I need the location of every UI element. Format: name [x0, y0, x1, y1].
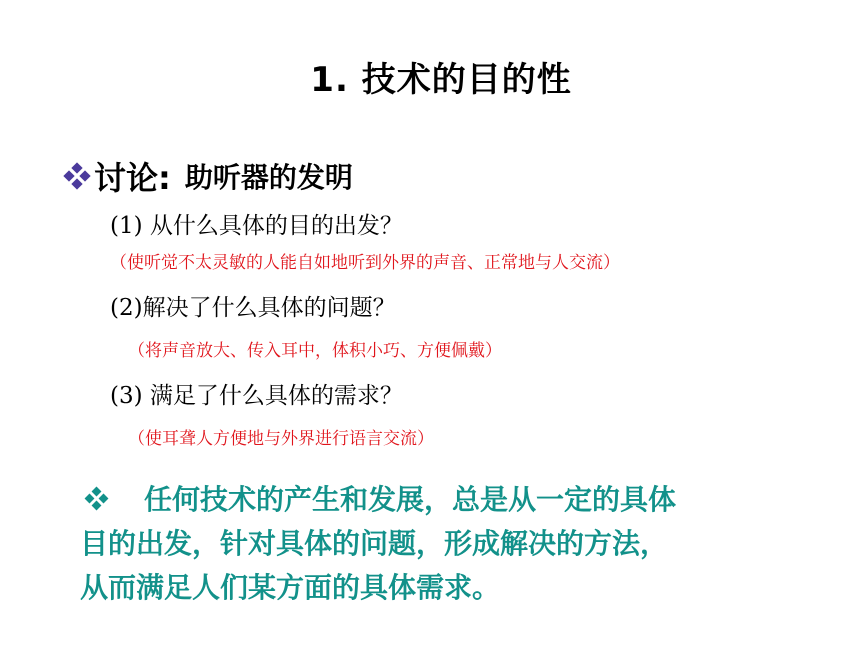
question-1: (1) 从什么具体的目的出发？ [110, 213, 403, 239]
summary-line-3: 从而满足人们某方面的具体需求。 [80, 571, 501, 604]
diamond-bullet-icon [86, 488, 108, 510]
discussion-heading [64, 156, 353, 196]
answer-1: （使听觉不太灵敏的人能自如地听到外界的声音、正常地与人交流） [110, 253, 620, 273]
discussion-topic: 助听器的发明 [184, 161, 353, 194]
summary-line-2: 目的出发，针对具体的问题，形成解决的方法， [80, 527, 669, 560]
answer-2: （将声音放大、传入耳中，体积小巧、方便佩戴） [128, 341, 502, 361]
question-3: (3) 满足了什么具体的需求？ [110, 383, 403, 409]
question-2: (2)解决了什么具体的问题？ [110, 295, 396, 321]
answer-3: （使耳聋人方便地与外界进行语言交流） [128, 429, 434, 449]
summary-paragraph [80, 478, 800, 610]
summary-line-1 [80, 478, 800, 522]
diamond-bullet-icon [64, 163, 90, 189]
slide-title: 1. 技术的目的性 [310, 60, 572, 100]
summary-line-1-text: 任何技术的产生和发展，总是从一定的具体 [144, 483, 677, 516]
discussion-label: 讨论: [94, 159, 171, 197]
